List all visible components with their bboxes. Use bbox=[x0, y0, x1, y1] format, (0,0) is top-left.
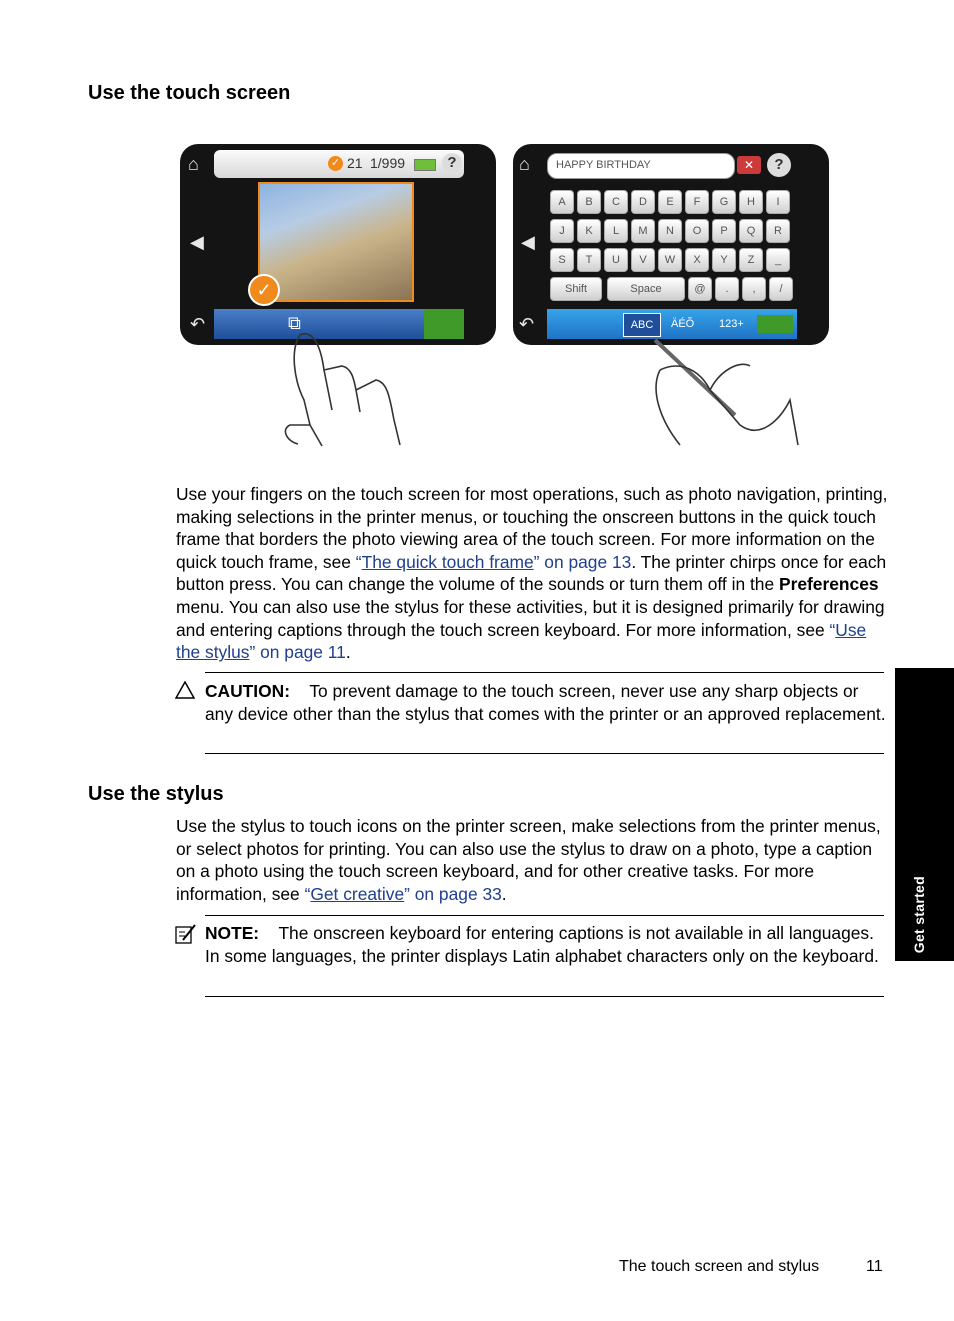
key[interactable]: O bbox=[685, 219, 709, 243]
key[interactable]: I bbox=[766, 190, 790, 214]
note-bottom-rule bbox=[205, 996, 884, 997]
page-number: 11 bbox=[866, 1258, 883, 1275]
key[interactable]: W bbox=[658, 248, 682, 272]
key[interactable]: N bbox=[658, 219, 682, 243]
status-bar bbox=[214, 150, 464, 178]
home-icon: ⌂ bbox=[519, 154, 530, 174]
note-top-rule bbox=[205, 915, 884, 916]
key[interactable]: L bbox=[604, 219, 628, 243]
caution-bottom-rule bbox=[205, 753, 884, 754]
backspace-icon[interactable]: ✕ bbox=[737, 156, 761, 174]
key[interactable]: E bbox=[658, 190, 682, 214]
selected-count: 21 bbox=[347, 155, 363, 171]
preferences-menu-name: Preferences bbox=[778, 574, 879, 595]
arrow-left-icon[interactable]: ◀ bbox=[521, 232, 535, 252]
key[interactable]: T bbox=[577, 248, 601, 272]
hands-illustration bbox=[280, 330, 820, 450]
home-icon: ⌂ bbox=[188, 154, 199, 174]
key-dot[interactable]: . bbox=[715, 277, 739, 301]
note-text: NOTE: The onscreen keyboard for entering captions is not available in all languages. In some languages, the printer displays Latin alphabet characters only on the keyboard. bbox=[205, 923, 879, 966]
help-icon[interactable]: ? bbox=[767, 153, 791, 177]
key[interactable]: C bbox=[604, 190, 628, 214]
key[interactable]: A bbox=[550, 190, 574, 214]
layout-icon[interactable]: ⧉ bbox=[288, 313, 301, 333]
chapter-side-tab bbox=[895, 668, 954, 961]
key[interactable]: Y bbox=[712, 248, 736, 272]
mode-numbers-button[interactable]: 123+ bbox=[719, 318, 744, 330]
back-icon[interactable]: ↶ bbox=[519, 314, 535, 334]
key[interactable]: U bbox=[604, 248, 628, 272]
key-shift[interactable]: Shift bbox=[550, 277, 602, 301]
key[interactable]: M bbox=[631, 219, 655, 243]
finger-hand-drawing bbox=[285, 334, 400, 446]
key[interactable]: R bbox=[766, 219, 790, 243]
key[interactable]: Q bbox=[739, 219, 763, 243]
note-pencil-icon bbox=[175, 923, 197, 945]
battery-icon bbox=[414, 159, 436, 171]
caption-text-field[interactable]: HAPPY BIRTHDAY bbox=[547, 153, 735, 179]
key[interactable]: Z bbox=[739, 248, 763, 272]
section-heading-touch-screen: Use the touch screen bbox=[88, 82, 291, 104]
key[interactable]: J bbox=[550, 219, 574, 243]
touch-screen-paragraph: Use your fingers on the touch screen for most operations, such as photo navigation, printing, making selections in the printer menus, or touching the onscreen buttons in the quick touch frame that borders the photo viewing area of the touch screen. For more information on the quick touch frame, see “The quick touch frame” on page 13. The printer chirps once for each button press. You can change the volume of the sounds or turn them off in the Preferences menu. You can also use the stylus for these activities, but it is designed primarily for drawing and entering captions through the touch screen keyboard. For more information, see “Use the stylus” on page 11. bbox=[176, 484, 888, 663]
key[interactable]: X bbox=[685, 248, 709, 272]
key-at[interactable]: @ bbox=[688, 277, 712, 301]
key[interactable]: D bbox=[631, 190, 655, 214]
mode-abc-button[interactable]: ABC bbox=[623, 313, 661, 337]
mode-accent-button[interactable]: ÄÉÕ bbox=[671, 318, 695, 330]
key[interactable]: P bbox=[712, 219, 736, 243]
selected-check-icon: ✓ bbox=[328, 156, 343, 171]
link-get-creative[interactable]: “Get creative” on page 33 bbox=[304, 883, 502, 904]
printer-screen-keyboard bbox=[513, 144, 829, 345]
back-icon[interactable]: ↶ bbox=[190, 314, 206, 334]
stylus-paragraph: Use the stylus to touch icons on the printer screen, make selections from the printer menus, or select photos for printing. You can also use the stylus to draw on a photo, type a caption on a photo using the touch screen keyboard, and for other creative tasks. For more information, see “Get creative” on page 33. bbox=[176, 816, 881, 904]
help-icon[interactable]: ? bbox=[442, 153, 462, 173]
section-heading-stylus: Use the stylus bbox=[88, 783, 224, 805]
link-quick-touch-frame[interactable]: “The quick touch frame” on page 13 bbox=[355, 551, 632, 572]
key[interactable]: H bbox=[739, 190, 763, 214]
footer-title: The touch screen and stylus bbox=[619, 1258, 820, 1275]
photo-counter: 1/999 bbox=[370, 155, 406, 171]
key[interactable]: F bbox=[685, 190, 709, 214]
caution-triangle-icon bbox=[175, 681, 195, 699]
chapter-tab-label: Get started bbox=[911, 875, 927, 953]
key[interactable]: B bbox=[577, 190, 601, 214]
key-slash[interactable]: / bbox=[769, 277, 793, 301]
key[interactable]: G bbox=[712, 190, 736, 214]
key-comma[interactable]: , bbox=[742, 277, 766, 301]
stylus-hand-drawing bbox=[655, 340, 798, 445]
checkmark-icon: ✓ bbox=[248, 274, 280, 306]
caution-top-rule bbox=[205, 672, 884, 673]
link-use-the-stylus[interactable]: “Use the stylus” on page 11 bbox=[176, 619, 867, 663]
photo-thumbnail[interactable] bbox=[258, 182, 414, 302]
key-space[interactable]: Space bbox=[607, 277, 685, 301]
caution-text: CAUTION: To prevent damage to the touch screen, never use any sharp objects or any device other than the stylus that comes with the printer or an approved replacement. bbox=[205, 681, 886, 724]
printer-screen-photo-view bbox=[180, 144, 496, 345]
key[interactable]: S bbox=[550, 248, 574, 272]
key[interactable]: V bbox=[631, 248, 655, 272]
key[interactable]: _ bbox=[766, 248, 790, 272]
key[interactable]: K bbox=[577, 219, 601, 243]
arrow-left-icon[interactable]: ◀ bbox=[190, 232, 204, 252]
